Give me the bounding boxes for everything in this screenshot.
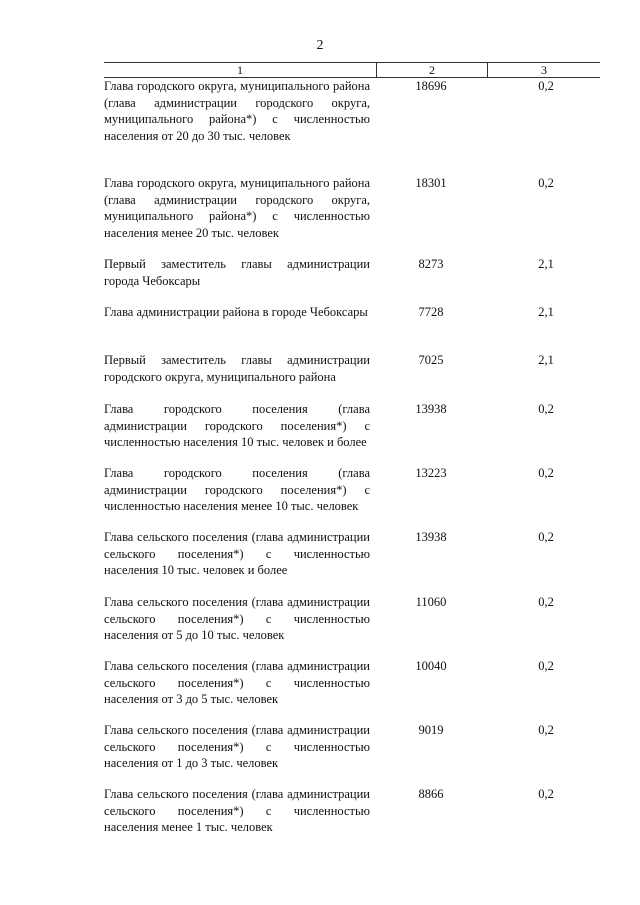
position-title-cell: Глава городского поселения (глава администрации городского поселения*) с численностью населения менее 10 тыс. человек [104, 466, 370, 513]
salary-value-cell: 13938 [415, 530, 447, 544]
table-row [104, 465, 602, 515]
column-header-2: 2 [377, 63, 488, 77]
salary-value-cell: 8866 [418, 787, 444, 801]
coefficient-cell: 2,1 [538, 305, 554, 319]
position-title-cell: Глава администрации района в городе Чебоксары [104, 305, 368, 319]
salary-value-cell: 9019 [418, 723, 444, 737]
coefficient-cell: 0,2 [538, 659, 554, 673]
position-title-cell: Глава сельского поселения (глава администрации сельского поселения*) с численностью населения от 3 до 5 тыс. человек [104, 659, 370, 706]
coefficient-cell: 0,2 [538, 787, 554, 801]
salary-value-cell: 7025 [418, 353, 444, 367]
table-row [104, 175, 602, 241]
position-title-cell: Первый заместитель главы администрации городского округа, муниципального района [104, 353, 370, 384]
table-row [104, 786, 602, 836]
salary-value-cell: 18301 [415, 176, 447, 190]
position-title-cell: Первый заместитель главы администрации города Чебоксары [104, 257, 370, 288]
position-title-cell: Глава сельского поселения (глава администрации сельского поселения*) с численностью населения 10 тыс. человек и более [104, 530, 370, 577]
salary-value-cell: 7728 [418, 305, 444, 319]
salary-value-cell: 13223 [415, 466, 447, 480]
position-title-cell: Глава сельского поселения (глава администрации сельского поселения*) с численностью населения от 5 до 10 тыс. человек [104, 595, 370, 642]
column-header-1: 1 [104, 63, 377, 77]
column-header-3: 3 [541, 63, 547, 77]
position-title-cell: Глава городского округа, муниципального района (глава администрации городского округа, муниципального района*) с численностью населения менее 20 тыс. человек [104, 176, 370, 240]
salary-value-cell: 10040 [415, 659, 447, 673]
table-row [104, 529, 602, 579]
salary-value-cell: 13938 [415, 402, 447, 416]
table-row [104, 352, 602, 385]
salary-table [104, 62, 600, 834]
table-row [104, 658, 602, 708]
table-header [104, 62, 600, 78]
table-row [104, 256, 602, 289]
coefficient-cell: 0,2 [538, 595, 554, 609]
page-number: 2 [316, 38, 324, 53]
table-row [104, 78, 602, 144]
table-row [104, 722, 602, 772]
position-title-cell: Глава сельского поселения (глава администрации сельского поселения*) с численностью населения менее 1 тыс. человек [104, 787, 370, 834]
coefficient-cell: 0,2 [538, 79, 554, 93]
table-row [104, 304, 602, 321]
salary-value-cell: 11060 [415, 595, 447, 609]
table-row [104, 594, 602, 644]
position-title-cell: Глава городского округа, муниципального района (глава администрации городского округа, муниципального района*) с численностью населения от 20 до 30 тыс. человек [104, 79, 370, 143]
salary-value-cell: 18696 [415, 79, 447, 93]
coefficient-cell: 0,2 [538, 176, 554, 190]
coefficient-cell: 0,2 [538, 402, 554, 416]
coefficient-cell: 2,1 [538, 257, 554, 271]
coefficient-cell: 2,1 [538, 353, 554, 367]
coefficient-cell: 0,2 [538, 530, 554, 544]
coefficient-cell: 0,2 [538, 723, 554, 737]
coefficient-cell: 0,2 [538, 466, 554, 480]
position-title-cell: Глава городского поселения (глава администрации городского поселения*) с численностью населения 10 тыс. человек и более [104, 402, 370, 449]
salary-value-cell: 8273 [418, 257, 444, 271]
position-title-cell: Глава сельского поселения (глава администрации сельского поселения*) с численностью населения от 1 до 3 тыс. человек [104, 723, 370, 770]
table-row [104, 401, 602, 451]
